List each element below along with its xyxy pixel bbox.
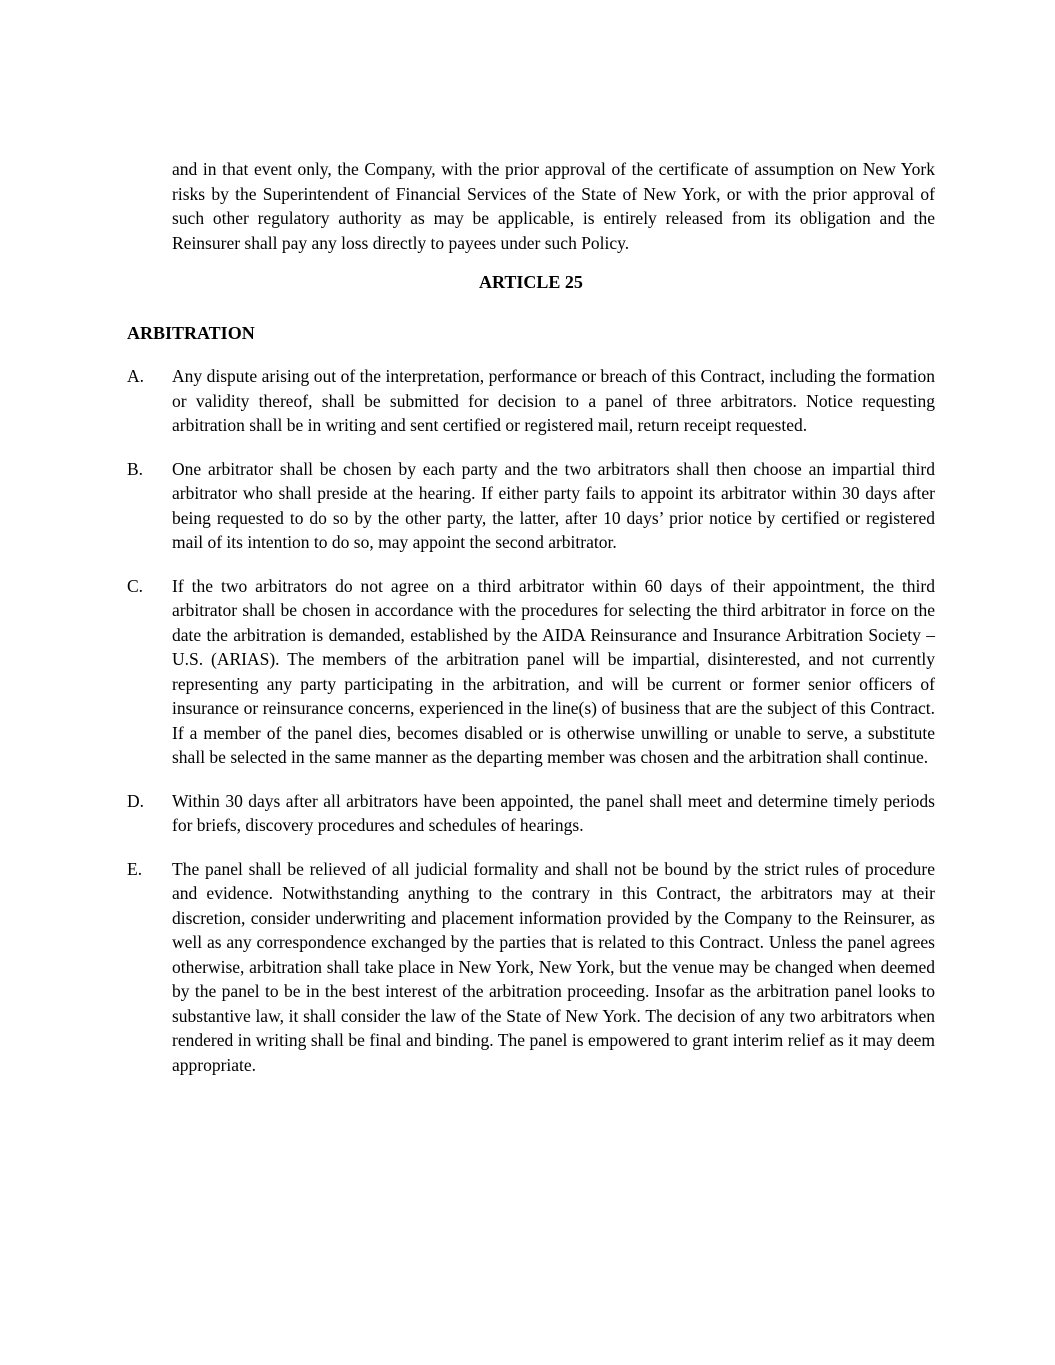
clause-c-text: If the two arbitrators do not agree on a third arbitrator within 60 days of their appointment, the third arbitrator shall be chosen in accordance with the procedures for selecting the third arbitrator in force on the date the arbitration is demanded, established by the AIDA Reinsurance and Insurance Arbitration Society – U.S. (ARIAS). The members of the arbitration panel will be impartial, disinterested, and not currently representing any party participating in the arbitration, and will be current or former senior officers of insurance or reinsurance concerns, experienced in the line(s) of business that are the subject of this Contract. If a member of the panel dies, becomes disabled or is otherwise unwilling or unable to serve, a substitute shall be selected in the same manner as the departing member was chosen and the arbitration shall continue. bbox=[172, 575, 935, 767]
clause-e-label: E. bbox=[127, 858, 143, 879]
clause-a-label: A. bbox=[127, 366, 145, 386]
clause-b bbox=[127, 457, 935, 555]
clause-d-label: D. bbox=[127, 790, 145, 811]
clause-c-label: C. bbox=[127, 575, 144, 596]
clause-e-text: The panel shall be relieved of all judicial formality and shall not be bound by the strict rules of procedure and evidence. Notwithstanding anything to the contrary in this Contract, the arbitrators may at their discretion, consider underwriting and placement information provided by the Company to the Reinsurer, as well as any correspondence exchanged by the parties that is related to this Contract. Unless the panel agrees otherwise, arbitration shall take place in New York, New York, but the venue may be changed when deemed by the panel to be in the best interest of the arbitration proceeding. Insofar as the arbitration panel looks to substantive law, it shall consider the law of the State of New York. The decision of any two arbitrators when rendered in writing shall be final and binding. The panel is empowered to grant interim relief as it may deem appropriate. bbox=[172, 858, 935, 1075]
clause-d-text: Within 30 days after all arbitrators have been appointed, the panel shall meet and determine timely periods for briefs, discovery procedures and schedules of hearings. bbox=[172, 790, 935, 835]
clause-b-label: B. bbox=[127, 458, 144, 479]
clause-d bbox=[127, 789, 935, 838]
clause-b-text: One arbitrator shall be chosen by each party and the two arbitrators shall then choose an impartial third arbitrator who shall preside at the hearing. If either party fails to appoint its arbitrator within 30 days after being requested to do so by the other party, the latter, after 10 days’ prior notice by certified or registered mail of its intention to do so, may appoint the second arbitrator. bbox=[172, 458, 935, 552]
clause-a-text: Any dispute arising out of the interpretation, performance or breach of this Contract, including the formation or validity thereof, shall be submitted for decision to a panel of three arbitrators. Notice requesting arbitration shall be in writing and sent certified or registered mail, return receipt requested. bbox=[172, 366, 935, 435]
clause-e bbox=[127, 857, 935, 1078]
intro-paragraph: and in that event only, the Company, with the prior approval of the certificate of assumption on New York risks by the Superintendent of Financial Services of the State of New York, or with the prior approval of such other regulatory authority as may be applicable, is entirely released from its obligation and the Reinsurer shall pay any loss directly to payees under such Policy. bbox=[172, 159, 935, 253]
section-heading: ARBITRATION bbox=[127, 322, 255, 343]
clause-c bbox=[127, 574, 935, 770]
clause-a bbox=[127, 364, 935, 438]
article-heading: ARTICLE 25 bbox=[479, 272, 583, 292]
